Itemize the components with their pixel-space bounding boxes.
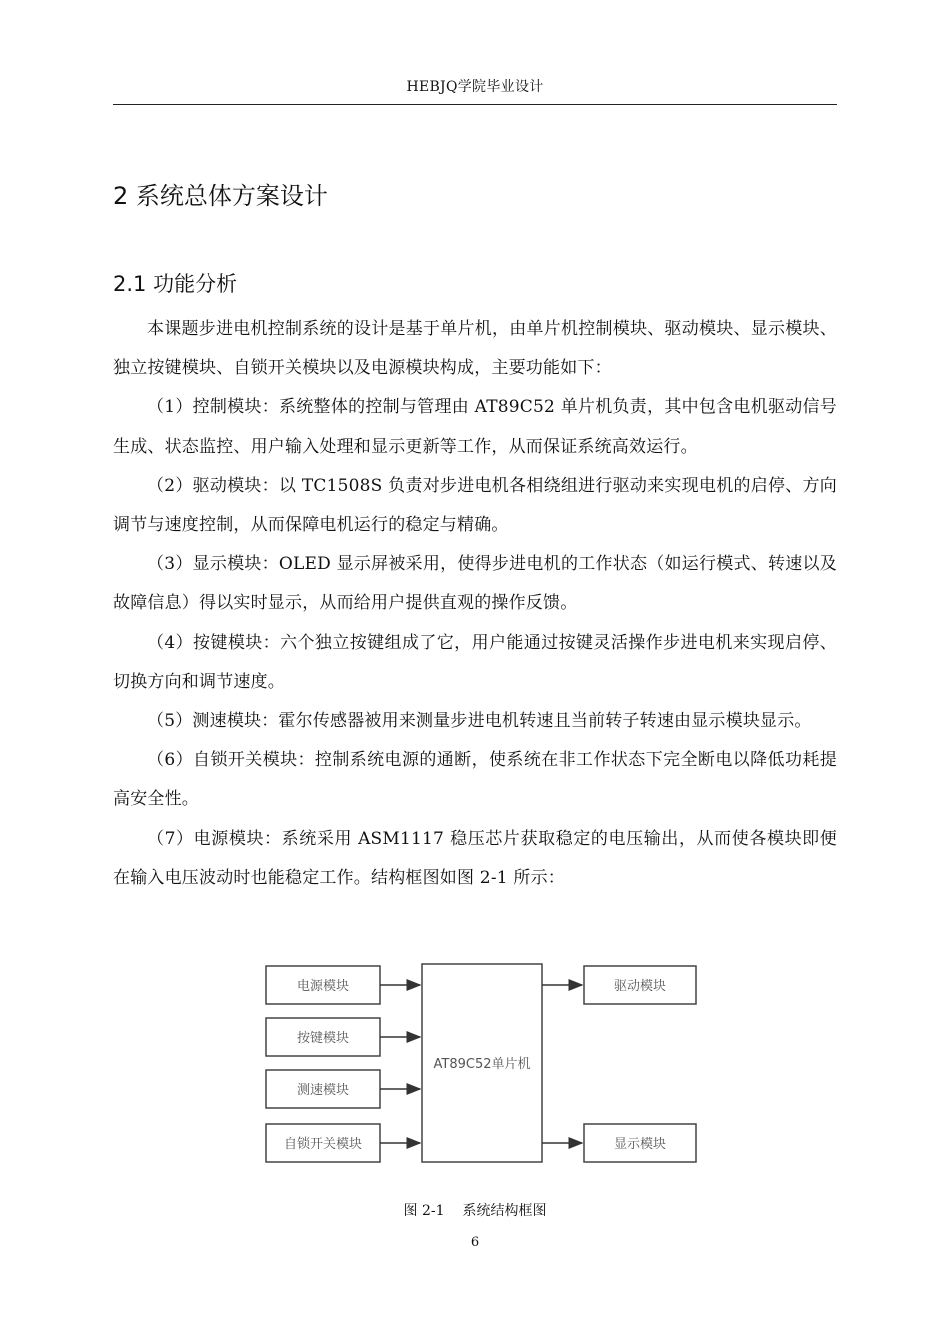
input-label-speed: 测速模块 — [296, 1083, 350, 1098]
output-label-driver: 驱动模块 — [613, 979, 667, 994]
chapter-title: 2 系统总体方案设计 — [113, 182, 328, 210]
figure-label: 图 2-1 — [403, 1203, 445, 1219]
input-label-keys: 按键模块 — [296, 1031, 350, 1046]
paragraph: （3）显示模块：OLED 显示屏被采用，使得步进电机的工作状态（如运行模式、转速以及故障信息）得以实时显示，从而给用户提供直观的操作反馈。 — [113, 554, 837, 614]
input-label-latch: 自锁开关模块 — [283, 1137, 363, 1152]
mcu-label: AT89C52单片机 — [433, 1057, 531, 1072]
block-diagram-svg — [262, 960, 702, 1170]
page-header: HEBJQ学院毕业设计 — [406, 79, 544, 95]
input-label-power: 电源模块 — [296, 979, 350, 994]
section-title: 2.1 功能分析 — [113, 272, 238, 296]
page-number: 6 — [470, 1235, 480, 1250]
paragraph: （6）自锁开关模块：控制系统电源的通断，使系统在非工作状态下完全断电以降低功耗提高安全性。 — [113, 750, 837, 810]
paragraph: （7）电源模块：系统采用 ASM1117 稳压芯片获取稳定的电压输出，从而使各模块即便在输入电压波动时也能稳定工作。结构框图如图 2-1 所示： — [113, 828, 837, 888]
paragraph: 本课题步进电机控制系统的设计是基于单片机，由单片机控制模块、驱动模块、显示模块、独立按键模块、自锁开关模块以及电源模块构成，主要功能如下： — [113, 319, 837, 379]
paragraph: （2）驱动模块：以 TC1508S 负责对步进电机各相绕组进行驱动来实现电机的启停、方向调节与速度控制，从而保障电机运行的稳定与精确。 — [113, 475, 837, 536]
figure-caption-text: 系统结构框图 — [462, 1203, 547, 1219]
body-text — [113, 310, 837, 898]
header-rule — [113, 104, 837, 105]
paragraph: （1）控制模块：系统整体的控制与管理由 AT89C52 单片机负责，其中包含电机驱动信号生成、状态监控、用户输入处理和显示更新等工作，从而保证系统高效运行。 — [113, 397, 837, 457]
system-block-diagram — [262, 960, 702, 1170]
paragraph: （5）测速模块：霍尔传感器被用来测量步进电机转速且当前转子转速由显示模块显示。 — [147, 711, 812, 732]
paragraph: （4）按键模块：六个独立按键组成了它，用户能通过按键灵活操作步进电机来实现启停、切换方向和调节速度。 — [113, 632, 837, 692]
figure-caption — [0, 1200, 950, 1220]
output-label-display: 显示模块 — [613, 1137, 667, 1152]
